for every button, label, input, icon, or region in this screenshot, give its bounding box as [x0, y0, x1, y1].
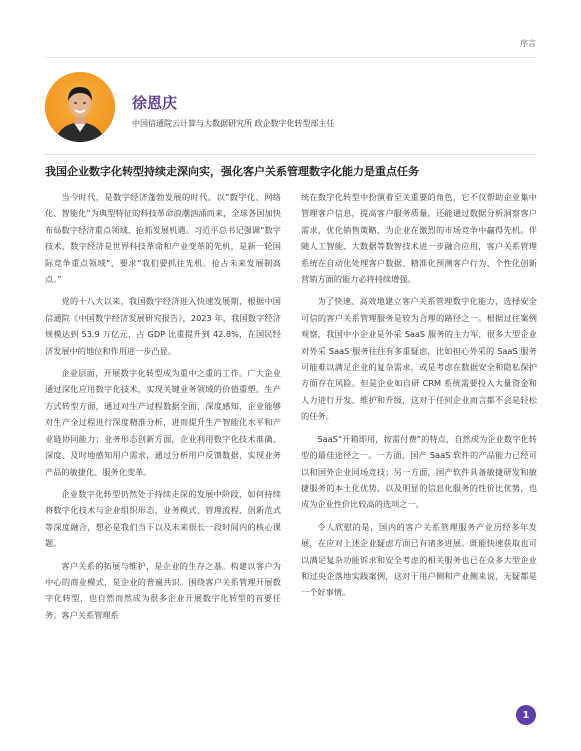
paragraph: 令人欣慰的是，国内的客户关系管理服务产业历经多年发展，在应对上述企业疑虑方面已有诸多进展。既能快速获取也可以满足复杂功能诉求和安全考虑的相关服务也已在众多大型企业和过央企落地实践案例，这对于用户侧和产业侧来说，无疑都是一个好事情。: [301, 521, 537, 598]
article-headline: 我国企业数字化转型持续走深向实，强化客户关系管理数字化能力是重点任务: [45, 165, 419, 178]
header-divider: [45, 57, 536, 58]
author-affiliation: 中国信通院云计算与大数据研究所 政企数字化转型部主任: [132, 119, 335, 128]
left-column: [45, 189, 281, 629]
paragraph: 客户关系的拓展与维护，是企业的生存之基。构建以客户为中心的商业模式，是企业的普遍共识。围绕客户关系管理开展数字化转型，也自然而然成为很多企业开展数字化转型的首要任务。客户关系管理系: [45, 560, 281, 620]
right-column: [301, 189, 537, 607]
paragraph: 党的十八大以来，我国数字经济进入快速发展期，根据中国信通院《中国数字经济发展研究报告》，2023 年，我国数字经济规模达到 53.9 万亿元，占 GDP 比重提升到 42.8%，在国民经济发展中的地位和作用进一步凸显。: [45, 296, 281, 356]
paragraph: 企业数字化转型仍然处于持续走深的发展中阶段，如何持续将数字化技术与企业组织形态、业务模式、管理流程、创新范式等深度融合，想必是我们当下以及未来很长一段时间内的核心课题。: [45, 488, 281, 549]
section-divider: [45, 154, 536, 155]
paragraph: 统在数字化转型中扮演着至关重要的角色，它不仅帮助企业集中管理客户信息，提高客户服务质量，还能通过数据分析洞察客户需求，优化销售策略，为企业在激烈的市场竞争中赢得先机。伴随人工智能、大数据等数智技术进一步融合应用，客户关系管理系统在自动化处理客户数据、精准化预测客户行为、个性化创新营销方面的能力必将持续增强。: [301, 192, 537, 285]
paragraph: SaaS“开箱即用，按需付费”的特点，自然成为企业数字化转型的最佳途径之一。一方面，国产 SaaS 软件的产品能力已经可以和国外企业同场竞技；另一方面，国产软件具备敏捷研发和敏捷服务的本土化优势，以及明显的信息化服务的性价比优势，也成为企业性价比较高的选项之一。: [301, 433, 537, 510]
paragraph: 为了快速、高效地建立客户关系管理数字化能力，选择安全可信的客户关系管理服务是较为合理的路径之一。根据过往案例观察，我国中小企业是外采 SaaS 服务的主力军，很多大型企业对外采 SaaS 服务往往有多重疑虑，比如担心外采的 SaaS 服务可能难以满足企业的复杂需求，或是考虑在数据安全和隐私保护方面存在风险。但是企业如自研 CRM 系统需要投入大量资金和人力进行开发、维护和升级，这对于任何企业而言都不会是轻松的任务。: [301, 296, 537, 422]
author-photo: [45, 72, 115, 142]
paragraph: 企业层面，开展数字化转型成为重中之重的工作。广大企业通过深化应用数字化技术，实现关键业务领域的价值重塑。生产方式转型方面，通过对生产过程数据全面、深度感知，企业能够对生产全过程进行深度精准分析，进而提升生产智能化水平和产业链协同能力；业务形态创新方面，企业利用数字化技术准确、深度、及时地感知用户需求，通过分析用户反馈数据，实现业务产品的敏捷化、服务化变革。: [45, 368, 281, 477]
page-number-badge: 1: [516, 705, 536, 725]
section-label: 序言: [520, 39, 536, 48]
author-portrait-icon: [45, 72, 115, 142]
author-name: 徐恩庆: [132, 94, 178, 112]
paragraph: 当今时代，是数字经济蓬勃发展的时代。以“数字化、网络化、智能化”为典型特征的科技革命浪潮汹涌而来，全球各国加快布局数字经济重点领域、抢抓发展机遇。习近平总书记强调“数字技术、数字经济是世界科技革命和产业变革的先机，是新一轮国际竞争重点领域”，要求“我们要抓住先机、抢占未来发展制高点。”: [45, 192, 281, 285]
